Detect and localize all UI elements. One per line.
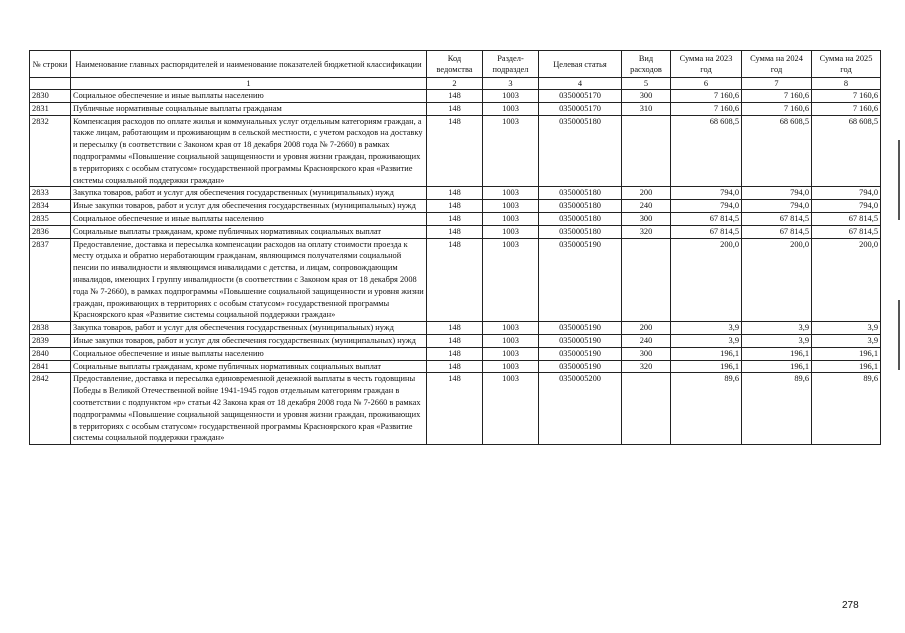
budget-table	[29, 50, 881, 445]
row-sum-2024: 67 814,5	[742, 212, 812, 225]
table-row	[30, 187, 881, 200]
row-target: 0350005190	[539, 360, 622, 373]
row-target: 0350005190	[539, 334, 622, 347]
row-exp-type: 240	[622, 200, 671, 213]
row-dept: 148	[427, 90, 483, 103]
header-section: Раздел-подраздел	[483, 51, 539, 78]
row-sum-2023: 196,1	[671, 347, 742, 360]
table-row	[30, 90, 881, 103]
row-number: 2839	[30, 334, 71, 347]
row-dept: 148	[427, 115, 483, 187]
row-dept: 148	[427, 225, 483, 238]
row-target: 0350005170	[539, 90, 622, 103]
row-sum-2023: 200,0	[671, 238, 742, 322]
row-number: 2841	[30, 360, 71, 373]
row-number: 2837	[30, 238, 71, 322]
row-dept: 148	[427, 334, 483, 347]
row-sum-2025: 200,0	[812, 238, 881, 322]
row-number: 2838	[30, 322, 71, 335]
row-dept: 148	[427, 373, 483, 445]
row-name: Иные закупки товаров, работ и услуг для обеспечения государственных (муниципальных) нужд	[71, 200, 427, 213]
row-sum-2023: 67 814,5	[671, 212, 742, 225]
table-row	[30, 212, 881, 225]
row-number: 2842	[30, 373, 71, 445]
row-exp-type: 200	[622, 187, 671, 200]
row-section: 1003	[483, 347, 539, 360]
column-number: 5	[622, 78, 671, 90]
row-sum-2025: 89,6	[812, 373, 881, 445]
row-sum-2024: 68 608,5	[742, 115, 812, 187]
scan-edge-mark	[898, 140, 900, 220]
header-row-no: № строки	[30, 51, 71, 78]
row-name: Социальное обеспечение и иные выплаты населению	[71, 212, 427, 225]
row-sum-2024: 3,9	[742, 334, 812, 347]
table-row	[30, 238, 881, 322]
row-exp-type	[622, 373, 671, 445]
row-sum-2023: 794,0	[671, 187, 742, 200]
row-sum-2024: 794,0	[742, 187, 812, 200]
row-dept: 148	[427, 200, 483, 213]
row-name: Социальное обеспечение и иные выплаты населению	[71, 90, 427, 103]
row-sum-2025: 196,1	[812, 347, 881, 360]
row-sum-2024: 196,1	[742, 360, 812, 373]
row-sum-2025: 794,0	[812, 200, 881, 213]
row-target: 0350005180	[539, 115, 622, 187]
column-number: 2	[427, 78, 483, 90]
row-target: 0350005180	[539, 212, 622, 225]
header-sum-2023: Сумма на 2023 год	[671, 51, 742, 78]
table-row	[30, 115, 881, 187]
row-section: 1003	[483, 334, 539, 347]
row-sum-2023: 89,6	[671, 373, 742, 445]
row-number: 2840	[30, 347, 71, 360]
column-number: 3	[483, 78, 539, 90]
row-section: 1003	[483, 212, 539, 225]
header-dept: Код ведомства	[427, 51, 483, 78]
column-number-row	[30, 78, 881, 90]
row-section: 1003	[483, 322, 539, 335]
row-name: Компенсация расходов по оплате жилья и коммунальных услуг отдельным категориям граждан, а также лицам, работающим и проживающим в сельской местности, с учетом расходов на доставку и пересылку (в соответствии с Законом края от 18 декабря 2008 года № 7-2660) в рамках подпрограммы «Повышение социальной защищенности и уровня жизни граждан, проживающих в территориях с особым статусом» государственной программы Красноярского края «Развитие системы социальной поддержки граждан»	[71, 115, 427, 187]
row-section: 1003	[483, 187, 539, 200]
row-sum-2023: 3,9	[671, 334, 742, 347]
row-name: Социальное обеспечение и иные выплаты населению	[71, 347, 427, 360]
row-exp-type: 320	[622, 225, 671, 238]
row-dept: 148	[427, 360, 483, 373]
row-section: 1003	[483, 200, 539, 213]
row-name: Публичные нормативные социальные выплаты гражданам	[71, 102, 427, 115]
row-section: 1003	[483, 102, 539, 115]
row-sum-2025: 794,0	[812, 187, 881, 200]
row-sum-2024: 7 160,6	[742, 90, 812, 103]
table-row	[30, 373, 881, 445]
scan-edge-mark	[898, 300, 900, 370]
row-sum-2023: 68 608,5	[671, 115, 742, 187]
row-exp-type: 200	[622, 322, 671, 335]
header-target: Целевая статья	[539, 51, 622, 78]
table-row	[30, 225, 881, 238]
header-name: Наименование главных распорядителей и наименование показателей бюджетной классификации	[71, 51, 427, 78]
row-section: 1003	[483, 238, 539, 322]
row-sum-2024: 89,6	[742, 373, 812, 445]
row-dept: 148	[427, 187, 483, 200]
row-sum-2023: 3,9	[671, 322, 742, 335]
row-sum-2023: 7 160,6	[671, 90, 742, 103]
row-sum-2025: 67 814,5	[812, 225, 881, 238]
table-row	[30, 200, 881, 213]
row-number: 2834	[30, 200, 71, 213]
row-name: Закупка товаров, работ и услуг для обеспечения государственных (муниципальных) нужд	[71, 187, 427, 200]
row-dept: 148	[427, 347, 483, 360]
row-exp-type: 300	[622, 347, 671, 360]
row-name: Иные закупки товаров, работ и услуг для обеспечения государственных (муниципальных) нужд	[71, 334, 427, 347]
row-exp-type	[622, 238, 671, 322]
row-number: 2835	[30, 212, 71, 225]
row-number: 2833	[30, 187, 71, 200]
page-number: 278	[842, 600, 859, 611]
column-number	[30, 78, 71, 90]
row-exp-type	[622, 115, 671, 187]
row-sum-2025: 7 160,6	[812, 90, 881, 103]
column-number: 6	[671, 78, 742, 90]
column-number: 8	[812, 78, 881, 90]
row-sum-2024: 196,1	[742, 347, 812, 360]
row-sum-2023: 67 814,5	[671, 225, 742, 238]
row-number: 2836	[30, 225, 71, 238]
header-sum-2024: Сумма на 2024 год	[742, 51, 812, 78]
row-sum-2025: 67 814,5	[812, 212, 881, 225]
table-row	[30, 102, 881, 115]
row-name: Социальные выплаты гражданам, кроме публичных нормативных социальных выплат	[71, 360, 427, 373]
table-row	[30, 322, 881, 335]
row-target: 0350005180	[539, 187, 622, 200]
row-section: 1003	[483, 90, 539, 103]
row-number: 2830	[30, 90, 71, 103]
row-section: 1003	[483, 115, 539, 187]
row-exp-type: 300	[622, 90, 671, 103]
column-number: 4	[539, 78, 622, 90]
row-target: 0350005170	[539, 102, 622, 115]
row-section: 1003	[483, 373, 539, 445]
row-name: Предоставление, доставка и пересылка компенсации расходов на оплату стоимости проезда к месту отдыха и обратно неработающим гражданам, являющимся получателями социальной пенсии по инвалидности и являющимся инвалидами с детства, и лицам, сопровождающим инвалидов, имеющих I группу инвалидности (в соответствии с Законом края от 18 декабря 2008 года № 7-2660), в рамках подпрограммы «Повышение социальной защищенности и уровня жизни граждан, проживающих в территориях с особым статусом» государственной программы Красноярского края «Развитие системы социальной поддержки граждан»	[71, 238, 427, 322]
row-sum-2025: 7 160,6	[812, 102, 881, 115]
row-section: 1003	[483, 360, 539, 373]
table-row	[30, 334, 881, 347]
row-target: 0350005190	[539, 322, 622, 335]
row-sum-2023: 7 160,6	[671, 102, 742, 115]
header-sum-2025: Сумма на 2025 год	[812, 51, 881, 78]
row-section: 1003	[483, 225, 539, 238]
row-dept: 148	[427, 212, 483, 225]
row-number: 2831	[30, 102, 71, 115]
column-number: 7	[742, 78, 812, 90]
budget-sheet	[29, 50, 881, 445]
table-row	[30, 360, 881, 373]
row-sum-2025: 196,1	[812, 360, 881, 373]
row-sum-2024: 200,0	[742, 238, 812, 322]
row-exp-type: 310	[622, 102, 671, 115]
row-number: 2832	[30, 115, 71, 187]
header-exp-type: Вид расходов	[622, 51, 671, 78]
row-sum-2023: 196,1	[671, 360, 742, 373]
row-exp-type: 300	[622, 212, 671, 225]
row-target: 0350005180	[539, 225, 622, 238]
row-target: 0350005200	[539, 373, 622, 445]
row-target: 0350005180	[539, 200, 622, 213]
row-name: Закупка товаров, работ и услуг для обеспечения государственных (муниципальных) нужд	[71, 322, 427, 335]
column-number: 1	[71, 78, 427, 90]
row-name: Предоставление, доставка и пересылка единовременной денежной выплаты в честь годовщины Победы в Великой Отечественной войне 1941-1945 годов отдельным категориям граждан в соответствии с подпунктом «р» статьи 42 Закона края от 18 декабря 2008 года № 7-2660 в рамках подпрограммы «Повышение социальной защищенности и уровня жизни граждан, проживающих в территориях с особым статусом» государственной программы Красноярского края «Развитие системы социальной поддержки граждан»	[71, 373, 427, 445]
row-sum-2024: 3,9	[742, 322, 812, 335]
row-dept: 148	[427, 322, 483, 335]
row-exp-type: 320	[622, 360, 671, 373]
row-sum-2023: 794,0	[671, 200, 742, 213]
row-target: 0350005190	[539, 347, 622, 360]
row-dept: 148	[427, 238, 483, 322]
row-sum-2024: 67 814,5	[742, 225, 812, 238]
row-name: Социальные выплаты гражданам, кроме публичных нормативных социальных выплат	[71, 225, 427, 238]
row-sum-2025: 3,9	[812, 334, 881, 347]
header-row	[30, 51, 881, 78]
row-sum-2024: 7 160,6	[742, 102, 812, 115]
table-row	[30, 347, 881, 360]
row-sum-2025: 68 608,5	[812, 115, 881, 187]
row-sum-2025: 3,9	[812, 322, 881, 335]
row-target: 0350005190	[539, 238, 622, 322]
row-exp-type: 240	[622, 334, 671, 347]
row-dept: 148	[427, 102, 483, 115]
row-sum-2024: 794,0	[742, 200, 812, 213]
